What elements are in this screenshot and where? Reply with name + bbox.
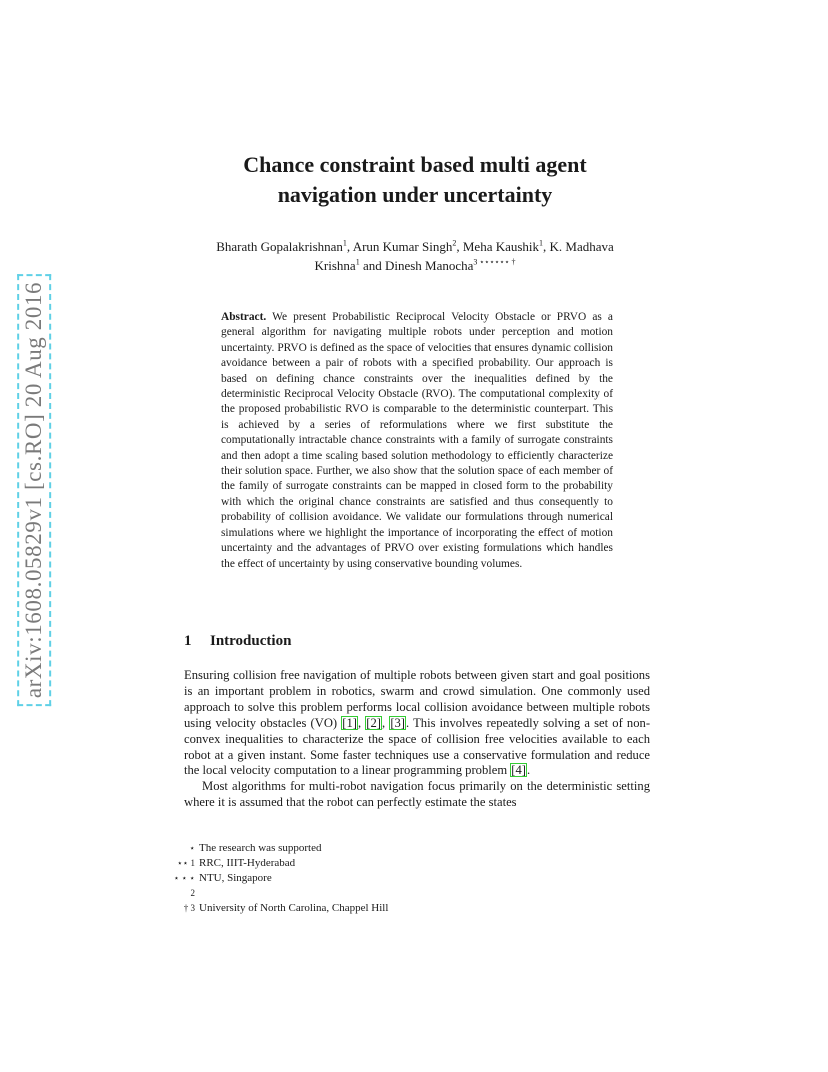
affiliation-sup: 2 <box>452 238 457 248</box>
title-line-2: navigation under uncertainty <box>277 182 553 207</box>
footnote <box>168 841 608 856</box>
footnote-mark: † 3 <box>183 903 195 913</box>
author-line-1 <box>160 237 670 256</box>
footnote-mark: ⋆ <box>189 843 195 853</box>
text-run: , <box>381 715 390 730</box>
abstract-text: We present Probabilistic Reciprocal Velocity Obstacle or PRVO as a general algorithm for navigating multiple robots under perception and motion uncertainty. PRVO is defined as the space of velocities that ensures dynamic collision avoidance between a pair of robots with a specified probability. Our approach is based on defining chance constraints over the inequalities defined by the deterministic Reciprocal Velocity Obstacle (RVO). The computational complexity of the proposed probabilistic RVO is comparable to the deterministic counterpart. This is achieved by a series of reformulations where we first substitute the computationally intractable chance constraints with a family of surrogate constraints and then adopt a time scaling based solution methodology to efficiently characterize their solution space. Further, we also show that the solution space of each member of the family of surrogate constraints can be mapped in closed form to the probability with which the original chance constraints are satisfied and thus consequently to probability of collision avoidance. We validate our formulations through numerical simulations where we highlight the importance of incorporating the effect of motion uncertainty and the advantages of PRVO over existing formulations which handles the effect of uncertainty by using conservative bounding volumes. <box>221 311 613 570</box>
body-text <box>184 668 650 811</box>
affiliation-sup: 1 <box>355 257 360 267</box>
section-heading <box>184 633 291 650</box>
paragraph-1 <box>184 668 650 779</box>
author-line-2 <box>160 256 670 275</box>
text-run: . <box>526 763 531 778</box>
section-title: Introduction <box>210 633 292 649</box>
author-name: Bharath Gopalakrishnan <box>216 239 343 254</box>
footnote <box>168 856 608 871</box>
author-name: and Dinesh Manocha <box>359 258 474 273</box>
citation-link[interactable]: [4] <box>511 763 526 778</box>
author-name: , K. Madhava <box>543 239 614 254</box>
arxiv-side-stamp <box>14 250 54 730</box>
citation-link[interactable]: [2] <box>366 715 381 730</box>
text-run: . This involves repeatedly solving a set of non-convex inequalities to characterize the space of collision free velocities available to each robot at a given instant. Some faster techniques use a conservative formulation and reduce the local velocity computation to a linear programming problem <box>184 715 651 778</box>
author-name: , Meha Kaushik <box>456 239 540 254</box>
footnote-text: RRC, IIIT-Hyderabad <box>199 857 296 869</box>
footnote <box>168 901 608 916</box>
citation-link[interactable]: [3] <box>390 715 405 730</box>
affiliation-sup: 1 <box>342 238 347 248</box>
section-number: 1 <box>184 633 192 649</box>
text-run: , <box>357 715 366 730</box>
footnote-mark: ⋆ ⋆ ⋆ 2 <box>173 873 195 898</box>
footnote-text: University of North Carolina, Chappel Hill <box>199 902 389 914</box>
author-name: Krishna <box>314 258 356 273</box>
footnote-mark: ⋆⋆ 1 <box>176 858 195 868</box>
author-name: , Arun Kumar Singh <box>346 239 453 254</box>
text-run: Ensuring collision free navigation of multiple robots between given start and goal positions is an important problem in robotics, swarm and crowd simulation. One commonly used approach to solve this problem performs local collision avoidance between multiple robots using velocity obstacles (VO) <box>184 668 650 730</box>
footnote <box>168 871 608 901</box>
affiliation-sup: 1 <box>539 238 544 248</box>
title-line-1: Chance constraint based multi agent <box>243 152 587 177</box>
abstract <box>221 310 613 572</box>
paragraph-2: Most algorithms for multi-robot navigation focus primarily on the deterministic setting where it is assumed that the robot can perfectly estimate the states <box>184 779 650 810</box>
footnote-text: NTU, Singapore <box>199 872 272 884</box>
footnote-text: The research was supported <box>199 842 322 854</box>
paper-title <box>160 150 670 210</box>
citation-link[interactable]: [1] <box>342 715 357 730</box>
abstract-label: Abstract. <box>221 311 267 323</box>
arxiv-id: arXiv:1608.05829v1 [cs.RO] 20 Aug 2016 <box>17 274 51 706</box>
author-list <box>160 237 670 275</box>
footnotes <box>168 841 608 916</box>
affiliation-sup: 3 ⋆⋆⋆⋆⋆⋆ † <box>473 257 516 267</box>
